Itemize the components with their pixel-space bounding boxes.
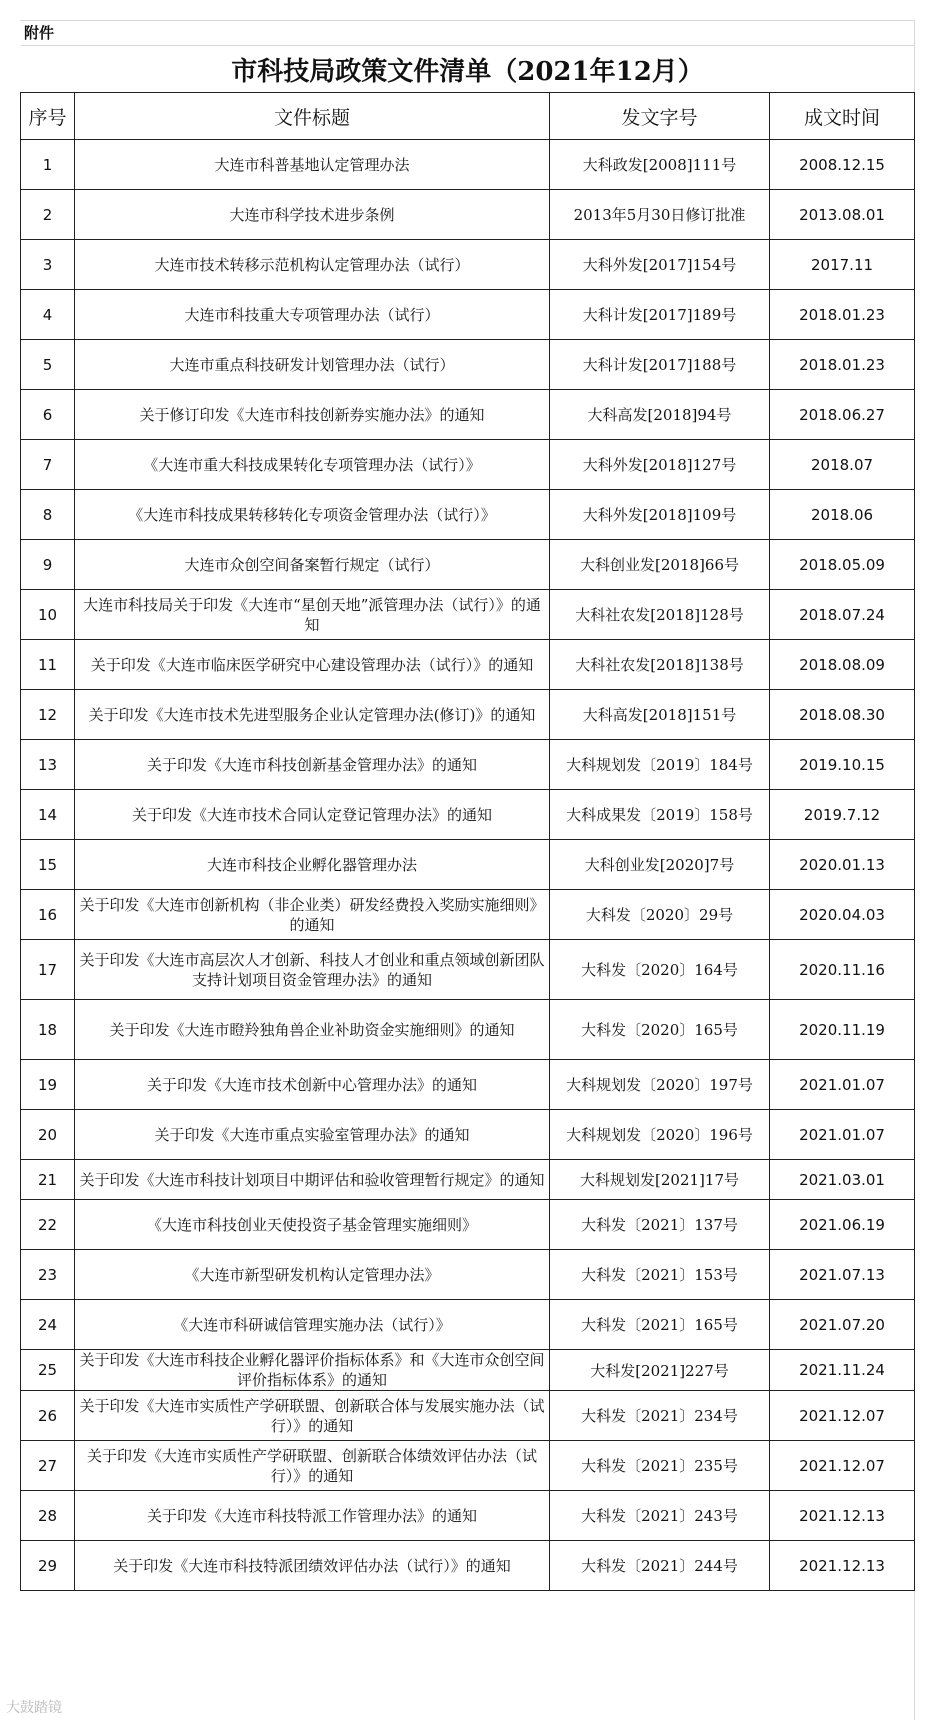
row-title: 大连市科技重大专项管理办法（试行） <box>75 290 550 340</box>
table-row <box>21 1350 915 1391</box>
row-date: 2020.04.03 <box>770 890 915 940</box>
table-row <box>21 340 915 390</box>
row-date: 2018.07.24 <box>770 590 915 640</box>
row-no: 1 <box>21 140 75 190</box>
header-date: 成文时间 <box>770 93 915 140</box>
table-row <box>21 740 915 790</box>
row-title: 大连市科技局关于印发《大连市“星创天地”派管理办法（试行）》的通知 <box>75 590 550 640</box>
row-code: 大科发〔2020〕164号 <box>550 940 770 1000</box>
row-title: 大连市科学技术进步条例 <box>75 190 550 240</box>
row-title: 《大连市重大科技成果转化专项管理办法（试行）》 <box>75 440 550 490</box>
sheet-right-gridline <box>914 20 932 1720</box>
row-code: 大科发〔2021〕137号 <box>550 1200 770 1250</box>
table-row <box>21 790 915 840</box>
row-no: 20 <box>21 1110 75 1160</box>
row-title: 《大连市科研诚信管理实施办法（试行）》 <box>75 1300 550 1350</box>
document-title: 市科技局政策文件清单（2021年12月） <box>21 46 915 93</box>
row-code: 大科社农发[2018]138号 <box>550 640 770 690</box>
row-title: 关于印发《大连市创新机构（非企业类）研发经费投入奖励实施细则》的通知 <box>75 890 550 940</box>
table-row <box>21 290 915 340</box>
row-title: 关于印发《大连市技术合同认定登记管理办法》的通知 <box>75 790 550 840</box>
table-row <box>21 1200 915 1250</box>
row-title: 大连市科普基地认定管理办法 <box>75 140 550 190</box>
table-row <box>21 540 915 590</box>
row-no: 23 <box>21 1250 75 1300</box>
watermark: 大鼓踏镜 <box>6 1700 62 1716</box>
row-no: 7 <box>21 440 75 490</box>
row-date: 2021.12.13 <box>770 1491 915 1541</box>
row-date: 2018.06 <box>770 490 915 540</box>
table-row <box>21 440 915 490</box>
row-code: 大科发〔2020〕165号 <box>550 1000 770 1060</box>
table-row <box>21 840 915 890</box>
policy-table <box>20 45 915 1591</box>
row-no: 12 <box>21 690 75 740</box>
row-no: 10 <box>21 590 75 640</box>
row-no: 17 <box>21 940 75 1000</box>
table-row <box>21 940 915 1000</box>
table-row <box>21 1300 915 1350</box>
row-code: 大科外发[2018]109号 <box>550 490 770 540</box>
row-no: 22 <box>21 1200 75 1250</box>
row-no: 6 <box>21 390 75 440</box>
table-row <box>21 640 915 690</box>
row-title: 关于印发《大连市科技创新基金管理办法》的通知 <box>75 740 550 790</box>
table-row <box>21 1060 915 1110</box>
row-date: 2018.07 <box>770 440 915 490</box>
table-row <box>21 1250 915 1300</box>
row-code: 大科外发[2017]154号 <box>550 240 770 290</box>
row-no: 28 <box>21 1491 75 1541</box>
header-title: 文件标题 <box>75 93 550 140</box>
row-date: 2021.11.24 <box>770 1350 915 1391</box>
row-date: 2018.01.23 <box>770 290 915 340</box>
row-no: 19 <box>21 1060 75 1110</box>
policy-document-sheet <box>20 20 914 1591</box>
header-row <box>21 93 915 140</box>
row-code: 大科计发[2017]189号 <box>550 290 770 340</box>
table-row <box>21 1391 915 1441</box>
row-no: 16 <box>21 890 75 940</box>
row-no: 2 <box>21 190 75 240</box>
table-row <box>21 590 915 640</box>
row-title: 关于印发《大连市高层次人才创新、科技人才创业和重点领域创新团队支持计划项目资金管理办法》的通知 <box>75 940 550 1000</box>
row-code: 大科高发[2018]94号 <box>550 390 770 440</box>
row-code: 大科规划发〔2019〕184号 <box>550 740 770 790</box>
row-no: 3 <box>21 240 75 290</box>
row-date: 2018.05.09 <box>770 540 915 590</box>
table-row <box>21 1000 915 1060</box>
row-code: 大科规划发〔2020〕196号 <box>550 1110 770 1160</box>
row-title: 关于印发《大连市科技特派工作管理办法》的通知 <box>75 1491 550 1541</box>
row-no: 25 <box>21 1350 75 1391</box>
row-no: 5 <box>21 340 75 390</box>
row-date: 2017.11 <box>770 240 915 290</box>
row-code: 大科发[2021]227号 <box>550 1350 770 1391</box>
row-title: 《大连市科技成果转移转化专项资金管理办法（试行）》 <box>75 490 550 540</box>
row-title: 关于印发《大连市重点实验室管理办法》的通知 <box>75 1110 550 1160</box>
row-date: 2021.03.01 <box>770 1160 915 1200</box>
row-title: 《大连市新型研发机构认定管理办法》 <box>75 1250 550 1300</box>
title-row <box>21 46 915 93</box>
row-no: 4 <box>21 290 75 340</box>
row-title: 大连市科技企业孵化器管理办法 <box>75 840 550 890</box>
table-row <box>21 1160 915 1200</box>
row-code: 大科创业发[2020]7号 <box>550 840 770 890</box>
header-no: 序号 <box>21 93 75 140</box>
row-title: 大连市众创空间备案暂行规定（试行） <box>75 540 550 590</box>
row-code: 大科创业发[2018]66号 <box>550 540 770 590</box>
table-row <box>21 1541 915 1591</box>
row-date: 2021.01.07 <box>770 1110 915 1160</box>
row-code: 大科高发[2018]151号 <box>550 690 770 740</box>
row-code: 大科社农发[2018]128号 <box>550 590 770 640</box>
row-date: 2018.01.23 <box>770 340 915 390</box>
table-row <box>21 890 915 940</box>
row-no: 29 <box>21 1541 75 1591</box>
row-title: 大连市重点科技研发计划管理办法（试行） <box>75 340 550 390</box>
row-code: 大科发〔2021〕243号 <box>550 1491 770 1541</box>
table-row <box>21 190 915 240</box>
row-code: 大科发〔2021〕153号 <box>550 1250 770 1300</box>
row-title: 大连市技术转移示范机构认定管理办法（试行） <box>75 240 550 290</box>
row-date: 2019.7.12 <box>770 790 915 840</box>
row-title: 关于印发《大连市瞪羚独角兽企业补助资金实施细则》的通知 <box>75 1000 550 1060</box>
row-no: 15 <box>21 840 75 890</box>
row-code: 大科发〔2021〕244号 <box>550 1541 770 1591</box>
row-code: 大科规划发〔2020〕197号 <box>550 1060 770 1110</box>
row-date: 2021.07.20 <box>770 1300 915 1350</box>
row-date: 2018.06.27 <box>770 390 915 440</box>
row-date: 2018.08.09 <box>770 640 915 690</box>
table-row <box>21 140 915 190</box>
table-body <box>21 140 915 1591</box>
row-date: 2021.12.07 <box>770 1441 915 1491</box>
row-code: 大科发〔2020〕29号 <box>550 890 770 940</box>
row-code: 大科成果发〔2019〕158号 <box>550 790 770 840</box>
table-row <box>21 1491 915 1541</box>
row-title: 关于印发《大连市实质性产学研联盟、创新联合体绩效评估办法（试行）》的通知 <box>75 1441 550 1491</box>
row-code: 大科外发[2018]127号 <box>550 440 770 490</box>
table-row <box>21 690 915 740</box>
row-code: 大科发〔2021〕234号 <box>550 1391 770 1441</box>
row-title: 关于印发《大连市科技特派团绩效评估办法（试行）》的通知 <box>75 1541 550 1591</box>
row-title: 关于印发《大连市技术创新中心管理办法》的通知 <box>75 1060 550 1110</box>
row-code: 大科规划发[2021]17号 <box>550 1160 770 1200</box>
row-no: 9 <box>21 540 75 590</box>
row-date: 2020.11.19 <box>770 1000 915 1060</box>
row-title: 关于印发《大连市技术先进型服务企业认定管理办法(修订)》的通知 <box>75 690 550 740</box>
row-date: 2008.12.15 <box>770 140 915 190</box>
row-date: 2021.12.07 <box>770 1391 915 1441</box>
row-code: 大科发〔2021〕165号 <box>550 1300 770 1350</box>
row-code: 2013年5月30日修订批准 <box>550 190 770 240</box>
table-row <box>21 390 915 440</box>
row-no: 13 <box>21 740 75 790</box>
row-no: 11 <box>21 640 75 690</box>
row-date: 2021.07.13 <box>770 1250 915 1300</box>
row-date: 2021.01.07 <box>770 1060 915 1110</box>
row-title: 关于修订印发《大连市科技创新券实施办法》的通知 <box>75 390 550 440</box>
row-date: 2018.08.30 <box>770 690 915 740</box>
row-code: 大科发〔2021〕235号 <box>550 1441 770 1491</box>
header-code: 发文字号 <box>550 93 770 140</box>
table-row <box>21 490 915 540</box>
attachment-label: 附件 <box>20 20 914 45</box>
row-title: 关于印发《大连市科技企业孵化器评价指标体系》和《大连市众创空间评价指标体系》的通知 <box>75 1350 550 1391</box>
row-no: 8 <box>21 490 75 540</box>
row-no: 26 <box>21 1391 75 1441</box>
row-date: 2019.10.15 <box>770 740 915 790</box>
row-title: 关于印发《大连市科技计划项目中期评估和验收管理暂行规定》的通知 <box>75 1160 550 1200</box>
table-row <box>21 1110 915 1160</box>
row-no: 24 <box>21 1300 75 1350</box>
row-date: 2020.11.16 <box>770 940 915 1000</box>
row-no: 21 <box>21 1160 75 1200</box>
row-code: 大科计发[2017]188号 <box>550 340 770 390</box>
row-date: 2013.08.01 <box>770 190 915 240</box>
row-date: 2021.06.19 <box>770 1200 915 1250</box>
row-code: 大科政发[2008]111号 <box>550 140 770 190</box>
table-row <box>21 240 915 290</box>
row-no: 14 <box>21 790 75 840</box>
row-no: 18 <box>21 1000 75 1060</box>
table-row <box>21 1441 915 1491</box>
row-title: 关于印发《大连市实质性产学研联盟、创新联合体与发展实施办法（试行）》的通知 <box>75 1391 550 1441</box>
row-title: 《大连市科技创业天使投资子基金管理实施细则》 <box>75 1200 550 1250</box>
row-no: 27 <box>21 1441 75 1491</box>
row-title: 关于印发《大连市临床医学研究中心建设管理办法（试行）》的通知 <box>75 640 550 690</box>
row-date: 2020.01.13 <box>770 840 915 890</box>
row-date: 2021.12.13 <box>770 1541 915 1591</box>
